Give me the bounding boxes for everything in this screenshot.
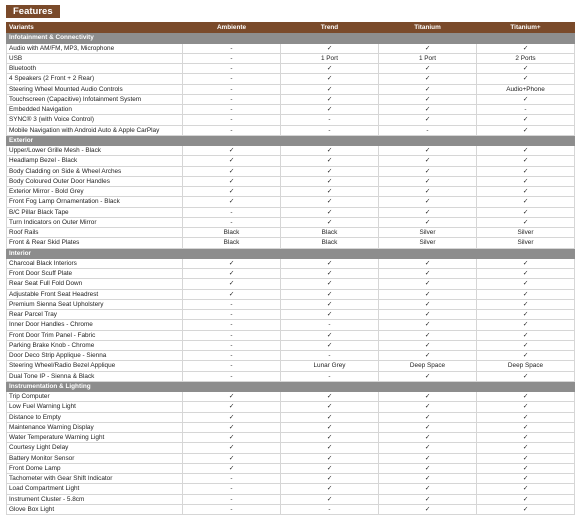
feature-value: ✓ <box>183 443 281 453</box>
table-row <box>7 484 575 494</box>
feature-name: Headlamp Bezel - Black <box>7 156 183 166</box>
table-row <box>7 279 575 289</box>
section-header-row <box>7 33 575 43</box>
feature-value: ✓ <box>379 187 477 197</box>
feature-value: ✓ <box>477 197 575 207</box>
feature-value: ✓ <box>281 217 379 227</box>
feature-name: Bluetooth <box>7 64 183 74</box>
feature-name: Maintenance Warning Display <box>7 422 183 432</box>
feature-name: 4 Speakers (2 Front + 2 Rear) <box>7 74 183 84</box>
feature-value: - <box>183 474 281 484</box>
feature-value: ✓ <box>379 351 477 361</box>
feature-value: ✓ <box>379 453 477 463</box>
feature-value: ✓ <box>477 166 575 176</box>
feature-name: Low Fuel Warning Light <box>7 402 183 412</box>
feature-value: ✓ <box>281 166 379 176</box>
feature-value: ✓ <box>183 412 281 422</box>
feature-value: ✓ <box>477 494 575 504</box>
feature-value: ✓ <box>183 269 281 279</box>
feature-value: - <box>281 504 379 514</box>
feature-value: - <box>183 361 281 371</box>
features-table-body <box>7 23 575 515</box>
feature-name: Front Fog Lamp Ornamentation - Black <box>7 197 183 207</box>
table-row <box>7 166 575 176</box>
feature-value: 1 Port <box>379 53 477 63</box>
feature-value: ✓ <box>379 269 477 279</box>
table-row <box>7 361 575 371</box>
table-row <box>7 392 575 402</box>
variant-header: Trend <box>281 23 379 33</box>
feature-name: Courtesy Light Delay <box>7 443 183 453</box>
feature-name: Front Door Scuff Plate <box>7 269 183 279</box>
feature-value: ✓ <box>477 156 575 166</box>
feature-value: - <box>379 125 477 135</box>
table-row <box>7 43 575 53</box>
feature-value: ✓ <box>281 187 379 197</box>
table-row <box>7 371 575 381</box>
table-row <box>7 125 575 135</box>
feature-value: ✓ <box>281 84 379 94</box>
feature-value: ✓ <box>379 340 477 350</box>
feature-value: - <box>183 371 281 381</box>
feature-value: ✓ <box>281 412 379 422</box>
table-row <box>7 310 575 320</box>
feature-name: Inner Door Handles - Chrome <box>7 320 183 330</box>
table-row <box>7 453 575 463</box>
feature-value: ✓ <box>477 176 575 186</box>
feature-value: - <box>183 494 281 504</box>
table-row <box>7 94 575 104</box>
feature-value: ✓ <box>477 74 575 84</box>
section-header-row <box>7 381 575 391</box>
feature-name: Roof Rails <box>7 228 183 238</box>
feature-value: - <box>281 351 379 361</box>
feature-value: ✓ <box>281 330 379 340</box>
feature-value: ✓ <box>477 504 575 514</box>
features-table <box>6 22 575 515</box>
feature-value: ✓ <box>379 494 477 504</box>
feature-value: ✓ <box>379 330 477 340</box>
feature-value: Silver <box>379 238 477 248</box>
feature-value: - <box>183 64 281 74</box>
feature-name: Parking Brake Knob - Chrome <box>7 340 183 350</box>
feature-value: ✓ <box>281 289 379 299</box>
feature-value: ✓ <box>379 43 477 53</box>
feature-value: ✓ <box>183 392 281 402</box>
page-title: Features <box>6 5 60 18</box>
table-row <box>7 146 575 156</box>
table-row <box>7 330 575 340</box>
table-row <box>7 115 575 125</box>
feature-value: ✓ <box>281 422 379 432</box>
table-row <box>7 217 575 227</box>
feature-name: Embedded Navigation <box>7 105 183 115</box>
table-row <box>7 105 575 115</box>
feature-value: - <box>183 320 281 330</box>
feature-name: Charcoal Black Interiors <box>7 258 183 268</box>
feature-name: Load Compartment Light <box>7 484 183 494</box>
feature-value: Silver <box>477 238 575 248</box>
table-row <box>7 197 575 207</box>
feature-value: ✓ <box>379 412 477 422</box>
feature-value: ✓ <box>183 279 281 289</box>
table-row <box>7 84 575 94</box>
feature-value: ✓ <box>477 351 575 361</box>
feature-value: - <box>281 320 379 330</box>
section-title: Infotainment & Connectivity <box>7 33 575 43</box>
feature-value: ✓ <box>281 176 379 186</box>
feature-value: ✓ <box>183 453 281 463</box>
feature-value: - <box>183 330 281 340</box>
feature-value: ✓ <box>281 64 379 74</box>
feature-value: ✓ <box>477 43 575 53</box>
feature-value: ✓ <box>281 340 379 350</box>
feature-value: ✓ <box>281 258 379 268</box>
table-row <box>7 474 575 484</box>
feature-value: ✓ <box>183 258 281 268</box>
feature-name: Audio with AM/FM, MP3, Microphone <box>7 43 183 53</box>
feature-value: - <box>183 74 281 84</box>
feature-value: ✓ <box>477 217 575 227</box>
table-row <box>7 228 575 238</box>
feature-name: Mobile Navigation with Android Auto & Apple CarPlay <box>7 125 183 135</box>
feature-value: ✓ <box>281 207 379 217</box>
feature-value: Black <box>281 228 379 238</box>
feature-name: Distance to Empty <box>7 412 183 422</box>
feature-value: Silver <box>477 228 575 238</box>
feature-value: ✓ <box>379 320 477 330</box>
feature-name: Dual Tone IP - Sienna & Black <box>7 371 183 381</box>
feature-value: ✓ <box>477 146 575 156</box>
feature-value: ✓ <box>379 433 477 443</box>
feature-value: ✓ <box>183 187 281 197</box>
feature-value: ✓ <box>477 330 575 340</box>
feature-name: Steering Wheel Mounted Audio Controls <box>7 84 183 94</box>
feature-value: - <box>183 484 281 494</box>
table-row <box>7 187 575 197</box>
feature-name: Door Deco Strip Applique - Sienna <box>7 351 183 361</box>
variant-header: Ambiente <box>183 23 281 33</box>
feature-name: Battery Monitor Sensor <box>7 453 183 463</box>
feature-value: ✓ <box>379 197 477 207</box>
feature-value: - <box>281 125 379 135</box>
feature-value: - <box>183 340 281 350</box>
table-row <box>7 504 575 514</box>
feature-value: ✓ <box>281 197 379 207</box>
feature-value: ✓ <box>477 299 575 309</box>
feature-value: ✓ <box>281 94 379 104</box>
feature-value: ✓ <box>379 166 477 176</box>
feature-value: ✓ <box>281 146 379 156</box>
feature-value: ✓ <box>281 299 379 309</box>
table-row <box>7 74 575 84</box>
feature-name: Tachometer with Gear Shift Indicator <box>7 474 183 484</box>
feature-name: Premium Sienna Seat Upholstery <box>7 299 183 309</box>
feature-value: ✓ <box>379 504 477 514</box>
feature-value: Black <box>183 228 281 238</box>
feature-value: ✓ <box>281 433 379 443</box>
feature-value: ✓ <box>281 494 379 504</box>
feature-name: Body Coloured Outer Door Handles <box>7 176 183 186</box>
feature-value: ✓ <box>477 289 575 299</box>
section-header-row <box>7 135 575 145</box>
feature-value: ✓ <box>379 402 477 412</box>
feature-value: ✓ <box>379 105 477 115</box>
feature-value: Black <box>281 238 379 248</box>
feature-value: ✓ <box>281 74 379 84</box>
feature-value: ✓ <box>183 197 281 207</box>
table-row <box>7 340 575 350</box>
feature-value: ✓ <box>183 433 281 443</box>
feature-name: USB <box>7 53 183 63</box>
table-header-row <box>7 23 575 33</box>
feature-value: ✓ <box>379 64 477 74</box>
feature-name: Glove Box Light <box>7 504 183 514</box>
feature-name: Front Dome Lamp <box>7 463 183 473</box>
feature-value: ✓ <box>379 443 477 453</box>
feature-value: ✓ <box>477 187 575 197</box>
feature-value: ✓ <box>379 310 477 320</box>
feature-value: 1 Port <box>281 53 379 63</box>
feature-value: Black <box>183 238 281 248</box>
feature-value: 2 Ports <box>477 53 575 63</box>
feature-value: ✓ <box>477 258 575 268</box>
feature-name: B/C Pillar Black Tape <box>7 207 183 217</box>
table-row <box>7 412 575 422</box>
feature-value: - <box>281 115 379 125</box>
feature-value: - <box>183 504 281 514</box>
feature-value: ✓ <box>477 484 575 494</box>
table-row <box>7 494 575 504</box>
feature-value: ✓ <box>477 94 575 104</box>
variants-header: Variants <box>7 23 183 33</box>
feature-value: ✓ <box>379 484 477 494</box>
feature-value: ✓ <box>281 310 379 320</box>
variant-header: Titanium+ <box>477 23 575 33</box>
feature-name: Front Door Trim Panel - Fabric <box>7 330 183 340</box>
feature-name: Body Cladding on Side & Wheel Arches <box>7 166 183 176</box>
feature-value: ✓ <box>379 474 477 484</box>
feature-value: ✓ <box>379 217 477 227</box>
table-row <box>7 320 575 330</box>
feature-value: ✓ <box>183 176 281 186</box>
feature-value: ✓ <box>379 84 477 94</box>
feature-name: Trip Computer <box>7 392 183 402</box>
section-title: Interior <box>7 248 575 258</box>
feature-value: - <box>183 351 281 361</box>
feature-value: ✓ <box>477 269 575 279</box>
feature-value: - <box>183 207 281 217</box>
feature-value: ✓ <box>477 463 575 473</box>
feature-value: ✓ <box>183 289 281 299</box>
feature-value: ✓ <box>379 463 477 473</box>
section-title: Instrumentation & Lighting <box>7 381 575 391</box>
feature-value: Silver <box>379 228 477 238</box>
table-row <box>7 422 575 432</box>
feature-name: Rear Parcel Tray <box>7 310 183 320</box>
feature-value: Audio+Phone <box>477 84 575 94</box>
feature-value: ✓ <box>183 402 281 412</box>
table-row <box>7 299 575 309</box>
feature-value: ✓ <box>477 412 575 422</box>
feature-value: Deep Space <box>379 361 477 371</box>
feature-value: - <box>183 53 281 63</box>
feature-value: Deep Space <box>477 361 575 371</box>
section-title: Exterior <box>7 135 575 145</box>
feature-value: ✓ <box>281 474 379 484</box>
feature-value: ✓ <box>477 125 575 135</box>
section-header-row <box>7 248 575 258</box>
feature-value: ✓ <box>477 422 575 432</box>
table-row <box>7 269 575 279</box>
feature-value: ✓ <box>183 146 281 156</box>
feature-value: ✓ <box>379 74 477 84</box>
feature-name: Upper/Lower Grille Mesh - Black <box>7 146 183 156</box>
feature-name: Touchscreen (Capacitive) Infotainment System <box>7 94 183 104</box>
feature-value: ✓ <box>477 320 575 330</box>
table-row <box>7 443 575 453</box>
feature-value: - <box>183 310 281 320</box>
feature-value: ✓ <box>183 463 281 473</box>
feature-value: ✓ <box>281 392 379 402</box>
feature-value: ✓ <box>281 156 379 166</box>
feature-name: Instrument Cluster - 5.8cm <box>7 494 183 504</box>
table-row <box>7 53 575 63</box>
feature-value: - <box>477 105 575 115</box>
feature-value: ✓ <box>379 289 477 299</box>
feature-name: Turn Indicators on Outer Mirror <box>7 217 183 227</box>
feature-value: ✓ <box>477 279 575 289</box>
feature-name: Adjustable Front Seat Headrest <box>7 289 183 299</box>
feature-value: ✓ <box>477 310 575 320</box>
feature-value: - <box>183 43 281 53</box>
table-row <box>7 207 575 217</box>
feature-value: - <box>281 371 379 381</box>
feature-value: ✓ <box>379 422 477 432</box>
feature-value: ✓ <box>477 474 575 484</box>
feature-value: - <box>183 115 281 125</box>
feature-value: ✓ <box>281 269 379 279</box>
feature-value: ✓ <box>379 207 477 217</box>
feature-value: ✓ <box>477 392 575 402</box>
feature-value: ✓ <box>281 484 379 494</box>
feature-value: ✓ <box>477 443 575 453</box>
feature-value: ✓ <box>379 299 477 309</box>
feature-value: - <box>183 125 281 135</box>
feature-value: ✓ <box>477 402 575 412</box>
feature-name: Rear Seat Full Fold Down <box>7 279 183 289</box>
feature-value: ✓ <box>379 94 477 104</box>
feature-name: Steering Wheel/Radio Bezel Applique <box>7 361 183 371</box>
variant-header: Titanium <box>379 23 477 33</box>
feature-value: ✓ <box>281 279 379 289</box>
table-row <box>7 463 575 473</box>
feature-value: ✓ <box>281 402 379 412</box>
feature-value: ✓ <box>379 146 477 156</box>
feature-value: ✓ <box>477 340 575 350</box>
table-row <box>7 351 575 361</box>
feature-name: SYNC® 3 (with Voice Control) <box>7 115 183 125</box>
feature-value: ✓ <box>477 371 575 381</box>
feature-value: ✓ <box>183 166 281 176</box>
feature-value: ✓ <box>183 422 281 432</box>
feature-name: Front & Rear Skid Plates <box>7 238 183 248</box>
feature-value: ✓ <box>379 392 477 402</box>
feature-value: ✓ <box>379 156 477 166</box>
feature-value: ✓ <box>477 207 575 217</box>
feature-value: ✓ <box>183 156 281 166</box>
feature-value: ✓ <box>281 453 379 463</box>
feature-value: ✓ <box>281 443 379 453</box>
feature-value: ✓ <box>477 115 575 125</box>
feature-value: - <box>183 84 281 94</box>
table-row <box>7 402 575 412</box>
feature-value: Lunar Grey <box>281 361 379 371</box>
feature-value: ✓ <box>379 371 477 381</box>
table-row <box>7 289 575 299</box>
table-row <box>7 156 575 166</box>
table-row <box>7 238 575 248</box>
feature-name: Exterior Mirror - Bold Grey <box>7 187 183 197</box>
feature-value: ✓ <box>281 463 379 473</box>
table-row <box>7 258 575 268</box>
feature-value: ✓ <box>477 64 575 74</box>
table-row <box>7 176 575 186</box>
feature-value: - <box>183 94 281 104</box>
feature-value: ✓ <box>477 453 575 463</box>
table-row <box>7 64 575 74</box>
feature-value: ✓ <box>281 43 379 53</box>
feature-value: ✓ <box>379 258 477 268</box>
table-row <box>7 433 575 443</box>
feature-value: ✓ <box>477 433 575 443</box>
feature-value: ✓ <box>281 105 379 115</box>
feature-value: - <box>183 105 281 115</box>
feature-value: - <box>183 217 281 227</box>
feature-value: ✓ <box>379 115 477 125</box>
feature-value: ✓ <box>379 279 477 289</box>
feature-name: Water Temperature Warning Light <box>7 433 183 443</box>
feature-value: - <box>183 299 281 309</box>
feature-value: ✓ <box>379 176 477 186</box>
